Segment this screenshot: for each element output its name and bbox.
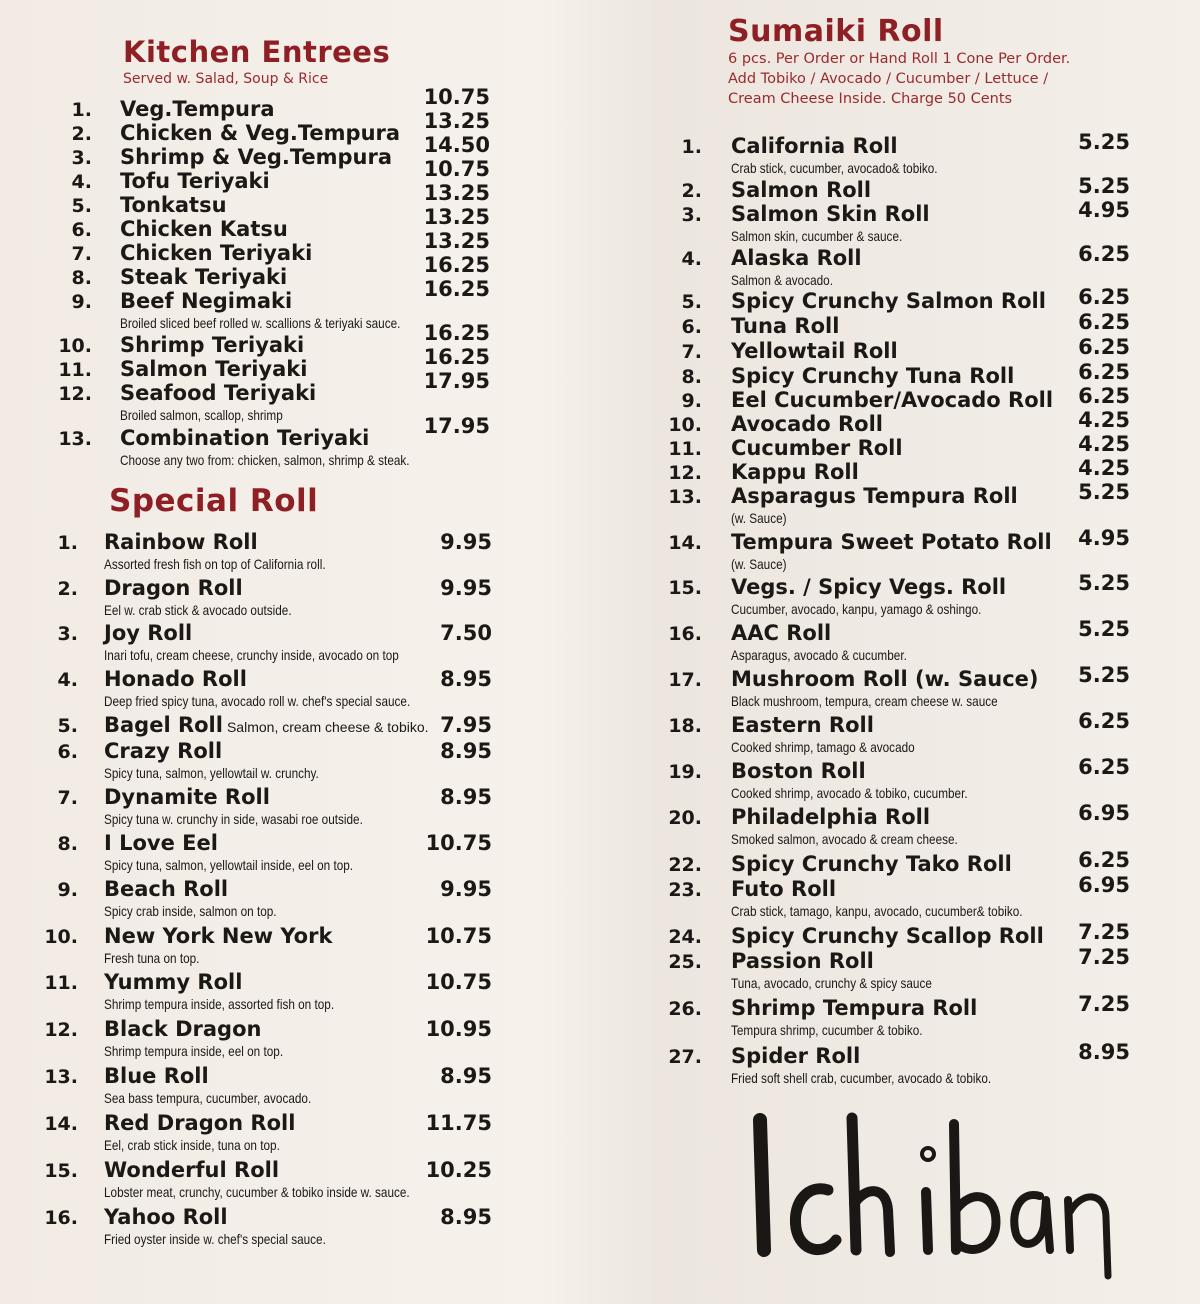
item-number: 14. [44, 1113, 78, 1135]
item-price: 7.25 [1078, 992, 1130, 1016]
item-number: 25. [668, 951, 702, 973]
item-price: 10.75 [425, 924, 492, 948]
sumaiki-roll-note: 6 pcs. Per Order or Hand Roll 1 Cone Per Order. Add Tobiko / Avocado / Cucumber / Lettuce / Cream Cheese Inside. Charge 50 Cents [728, 51, 1071, 107]
item-number: 1. [57, 532, 78, 554]
item-name: Shrimp Tempura Roll [731, 996, 978, 1020]
item-name: Salmon Skin Roll [731, 202, 930, 226]
item-number: 5. [71, 195, 92, 217]
item-name: Tofu Teriyaki [120, 169, 270, 193]
item-number: 2. [57, 578, 78, 600]
item-description: Crab stick, tamago, kanpu, avocado, cucumber& tobiko. [731, 903, 1023, 919]
item-price: 8.95 [440, 1064, 492, 1088]
item-name: Eastern Roll [731, 713, 874, 737]
item-description: Smoked salmon, avocado & cream cheese. [731, 831, 958, 847]
item-number: 8. [57, 833, 78, 855]
item-price: 6.25 [1078, 755, 1130, 779]
item-name: Chicken Teriyaki [120, 241, 313, 265]
item-description: Choose any two from: chicken, salmon, shrimp & steak. [120, 452, 410, 468]
item-price: 4.25 [1078, 432, 1130, 456]
item-name: I Love Eel [104, 831, 218, 855]
item-name: Wonderful Roll [104, 1158, 280, 1182]
item-description: Broiled sliced beef rolled w. scallions & teriyaki sauce. [120, 315, 401, 331]
item-number: 9. [681, 390, 702, 412]
item-number: 11. [58, 359, 92, 381]
item-price: 6.25 [1078, 310, 1130, 334]
item-name: Philadelphia Roll [731, 805, 931, 829]
item-number: 9. [57, 879, 78, 901]
item-number: 23. [668, 879, 702, 901]
item-price: 5.25 [1078, 571, 1130, 595]
item-price: 16.25 [423, 345, 490, 369]
item-number: 14. [668, 532, 702, 554]
item-number: 10. [58, 335, 92, 357]
item-name: Yahoo Roll [104, 1205, 228, 1229]
item-name: Steak Teriyaki [120, 265, 288, 289]
item-price: 6.25 [1078, 335, 1130, 359]
item-price: 13.25 [423, 205, 490, 229]
item-name: Tempura Sweet Potato Roll [731, 530, 1052, 554]
item-price: 7.50 [440, 621, 492, 645]
item-number: 27. [668, 1046, 702, 1068]
item-number: 9. [71, 291, 92, 313]
item-price: 8.95 [440, 739, 492, 763]
item-number: 3. [681, 204, 702, 226]
item-description: Eel w. crab stick & avocado outside. [104, 602, 292, 618]
item-name: Kappu Roll [731, 460, 859, 484]
item-name: Crazy Roll [104, 739, 223, 763]
item-price: 4.25 [1078, 456, 1130, 480]
item-description: Fried soft shell crab, cucumber, avocado & tobiko. [731, 1070, 992, 1086]
item-number: 6. [57, 741, 78, 763]
item-price: 13.25 [423, 229, 490, 253]
item-name: California Roll [731, 134, 898, 158]
item-number: 5. [57, 715, 78, 737]
item-name: Spicy Crunchy Tuna Roll [731, 364, 1015, 388]
item-number: 3. [71, 147, 92, 169]
item-description: (w. Sauce) [731, 556, 787, 572]
item-number: 1. [681, 136, 702, 158]
item-price: 10.95 [425, 1017, 492, 1041]
item-number: 18. [668, 715, 702, 737]
item-number: 24. [668, 926, 702, 948]
item-price: 6.95 [1078, 801, 1130, 825]
item-name: Blue Roll [104, 1064, 209, 1088]
item-name: Honado Roll [104, 667, 247, 691]
item-description: Spicy tuna, salmon, yellowtail w. crunchy. [104, 765, 319, 781]
item-price: 4.95 [1078, 198, 1130, 222]
item-name: AAC Roll [731, 621, 832, 645]
item-price: 11.75 [425, 1111, 492, 1135]
item-price: 8.95 [440, 785, 492, 809]
item-name: Joy Roll [104, 621, 193, 645]
item-number: 5. [681, 291, 702, 313]
kitchen-entrees-subtitle: Served w. Salad, Soup & Rice [123, 71, 329, 87]
item-price: 10.75 [425, 970, 492, 994]
item-name: Combination Teriyaki [120, 426, 370, 450]
item-number: 16. [668, 623, 702, 645]
item-number: 2. [681, 180, 702, 202]
item-number: 13. [44, 1066, 78, 1088]
item-name: Tuna Roll [731, 314, 840, 338]
item-price: 5.25 [1078, 617, 1130, 641]
item-number: 8. [71, 267, 92, 289]
item-name: New York New York [104, 924, 333, 948]
item-description: Tuna, avocado, crunchy & spicy sauce [731, 975, 932, 991]
item-name: Spider Roll [731, 1044, 861, 1068]
item-number: 11. [668, 438, 702, 460]
item-number: 12. [44, 1019, 78, 1041]
item-name: Chicken Katsu [120, 217, 288, 241]
item-price: 6.25 [1078, 384, 1130, 408]
item-price: 9.95 [440, 530, 492, 554]
item-price: 5.25 [1078, 480, 1130, 504]
item-price: 6.25 [1078, 360, 1130, 384]
item-number: 15. [44, 1160, 78, 1182]
item-price: 8.95 [1078, 1040, 1130, 1064]
item-number: 20. [668, 807, 702, 829]
item-price: 16.25 [423, 253, 490, 277]
item-name: Passion Roll [731, 949, 874, 973]
item-number: 22. [668, 854, 702, 876]
item-number: 7. [57, 787, 78, 809]
item-number: 4. [681, 248, 702, 270]
item-description: Fried oyster inside w. chef's special sauce. [104, 1231, 326, 1247]
item-name: Spicy Crunchy Tako Roll [731, 852, 1012, 876]
item-name: Black Dragon [104, 1017, 262, 1041]
item-description: Salmon skin, cucumber & sauce. [731, 228, 903, 244]
item-description: Sea bass tempura, cucumber, avocado. [104, 1090, 312, 1106]
item-name: Yummy Roll [104, 970, 243, 994]
item-price: 9.95 [440, 576, 492, 600]
item-number: 1. [71, 99, 92, 121]
item-price: 8.95 [440, 667, 492, 691]
item-price: 13.25 [423, 109, 490, 133]
item-number: 8. [681, 366, 702, 388]
item-name: Salmon Teriyaki [120, 357, 308, 381]
item-number: 26. [668, 998, 702, 1020]
item-description: Crab stick, cucumber, avocado& tobiko. [731, 160, 938, 176]
item-name: Chicken & Veg.Tempura [120, 121, 401, 145]
special-roll-title: Special Roll [109, 483, 319, 519]
ichiban-logo [740, 1100, 1120, 1280]
item-name: Vegs. / Spicy Vegs. Roll [731, 575, 1007, 599]
item-name: Mushroom Roll (w. Sauce) [731, 667, 1039, 691]
item-number: 13. [668, 486, 702, 508]
item-price: 16.25 [423, 277, 490, 301]
item-number: 13. [58, 428, 92, 450]
item-name: Futo Roll [731, 877, 837, 901]
item-description: Cucumber, avocado, kanpu, yamago & oshingo. [731, 601, 982, 617]
item-name: Seafood Teriyaki [120, 381, 317, 405]
item-price: 10.75 [423, 85, 490, 109]
item-name: Dragon Roll [104, 576, 243, 600]
item-price: 10.75 [423, 157, 490, 181]
item-price: 9.95 [440, 877, 492, 901]
item-name: Shrimp Teriyaki [120, 333, 305, 357]
item-name: Spicy Crunchy Salmon Roll [731, 289, 1046, 313]
item-description: Salmon, cream cheese & tobiko. [226, 719, 429, 735]
item-number: 15. [668, 577, 702, 599]
item-name: Yellowtail Roll [731, 339, 898, 363]
item-description: Cooked shrimp, avocado & tobiko, cucumber. [731, 785, 968, 801]
item-number: 3. [57, 623, 78, 645]
item-name: Alaska Roll [731, 246, 862, 270]
item-number: 16. [44, 1207, 78, 1229]
item-description: Fresh tuna on top. [104, 950, 200, 966]
item-price: 6.25 [1078, 848, 1130, 872]
item-price: 6.25 [1078, 242, 1130, 266]
item-name: Boston Roll [731, 759, 866, 783]
item-description: Cooked shrimp, tamago & avocado [731, 739, 915, 755]
item-number: 7. [71, 243, 92, 265]
item-description: Deep fried spicy tuna, avocado roll w. chef's special sauce. [104, 693, 411, 709]
item-name: Bagel Roll Salmon, cream cheese & tobiko. [104, 713, 429, 737]
item-price: 6.95 [1078, 873, 1130, 897]
item-price: 5.25 [1078, 174, 1130, 198]
item-price: 10.75 [425, 831, 492, 855]
item-description: Shrimp tempura inside, assorted fish on top. [104, 996, 335, 1012]
item-number: 4. [71, 171, 92, 193]
item-price: 8.95 [440, 1205, 492, 1229]
item-description: Shrimp tempura inside, eel on top. [104, 1043, 284, 1059]
item-description: Assorted fresh fish on top of California roll. [104, 556, 326, 572]
item-name: Salmon Roll [731, 178, 872, 202]
item-description: Inari tofu, cream cheese, crunchy inside, avocado on top [104, 647, 399, 663]
item-name: Eel Cucumber/Avocado Roll [731, 388, 1054, 412]
item-name: Dynamite Roll [104, 785, 270, 809]
item-price: 7.25 [1078, 920, 1130, 944]
item-description: Spicy crab inside, salmon on top. [104, 903, 277, 919]
item-name: Spicy Crunchy Scallop Roll [731, 924, 1044, 948]
item-name: Asparagus Tempura Roll [731, 484, 1018, 508]
item-number: 6. [681, 316, 702, 338]
item-name: Avocado Roll [731, 412, 884, 436]
item-description: Broiled salmon, scallop, shrimp [120, 407, 283, 423]
item-description: Spicy tuna w. crunchy in side, wasabi roe outside. [104, 811, 363, 827]
item-number: 7. [681, 341, 702, 363]
item-description: Asparagus, avocado & cucumber. [731, 647, 907, 663]
item-name: Beef Negimaki [120, 289, 293, 313]
item-number: 12. [668, 462, 702, 484]
item-number: 12. [58, 383, 92, 405]
item-description: Spicy tuna, salmon, yellowtail inside, eel on top. [104, 857, 354, 873]
item-price: 10.25 [425, 1158, 492, 1182]
item-description: (w. Sauce) [731, 510, 787, 526]
item-number: 17. [668, 669, 702, 691]
item-price: 14.50 [423, 133, 490, 157]
item-description: Salmon & avocado. [731, 272, 833, 288]
sumaiki-roll-title: Sumaiki Roll [728, 14, 944, 49]
item-number: 4. [57, 669, 78, 691]
item-number: 10. [668, 414, 702, 436]
item-name: Tonkatsu [120, 193, 227, 217]
item-name: Shrimp & Veg.Tempura [120, 145, 393, 169]
item-number: 10. [44, 926, 78, 948]
item-price: 6.25 [1078, 285, 1130, 309]
item-description: Lobster meat, crunchy, cucumber & tobiko inside w. sauce. [104, 1184, 410, 1200]
item-name: Rainbow Roll [104, 530, 258, 554]
item-name: Cucumber Roll [731, 436, 903, 460]
item-description: Eel, crab stick inside, tuna on top. [104, 1137, 280, 1153]
item-price: 7.95 [440, 713, 492, 737]
item-price: 6.25 [1078, 709, 1130, 733]
kitchen-entrees-title: Kitchen Entrees [123, 35, 391, 69]
item-price: 7.25 [1078, 945, 1130, 969]
item-price: 17.95 [423, 414, 490, 438]
item-price: 16.25 [423, 321, 490, 345]
item-number: 2. [71, 123, 92, 145]
item-price: 13.25 [423, 181, 490, 205]
item-price: 4.95 [1078, 526, 1130, 550]
item-number: 11. [44, 972, 78, 994]
item-name: Red Dragon Roll [104, 1111, 296, 1135]
item-name: Beach Roll [104, 877, 229, 901]
item-price: 17.95 [423, 369, 490, 393]
item-price: 5.25 [1078, 130, 1130, 154]
item-description: Black mushroom, tempura, cream cheese w. sauce [731, 693, 998, 709]
item-number: 6. [71, 219, 92, 241]
item-description: Tempura shrimp, cucumber & tobiko. [731, 1022, 923, 1038]
item-number: 19. [668, 761, 702, 783]
item-price: 5.25 [1078, 663, 1130, 687]
item-price: 4.25 [1078, 408, 1130, 432]
item-name: Veg.Tempura [120, 97, 275, 121]
